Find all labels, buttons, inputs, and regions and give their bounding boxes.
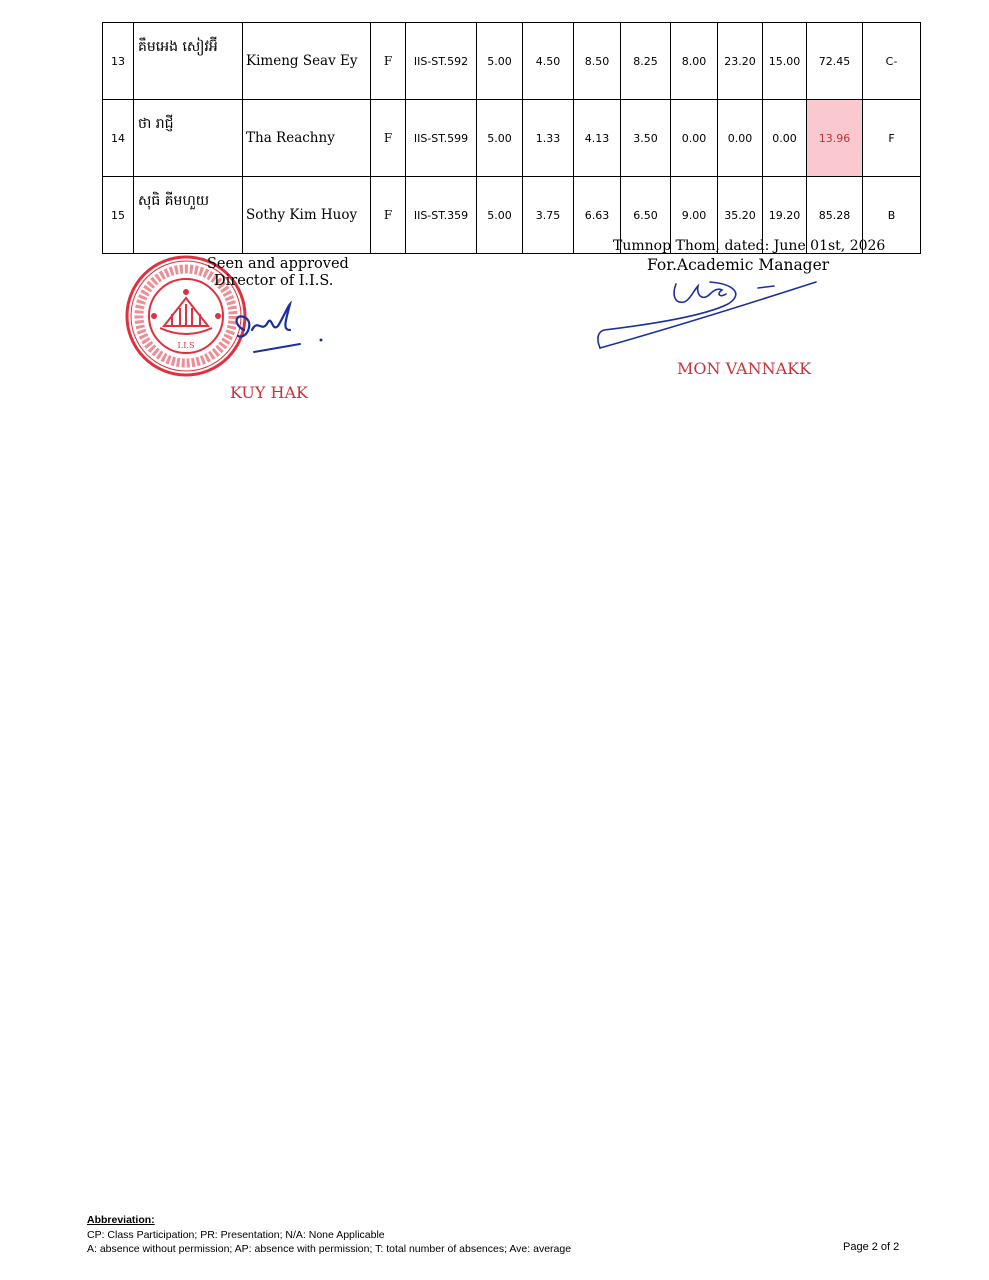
table-row [103, 23, 921, 100]
score-cell: 23.20 [718, 23, 763, 100]
sex-cell: F [371, 23, 406, 100]
score-cell: 0.00 [718, 100, 763, 177]
grade-cell: C- [863, 23, 921, 100]
score-cell: 6.63 [574, 177, 621, 254]
date-line: Tumnop Thom, dated: June 01st, 2026 [613, 238, 886, 254]
grade-cell: F [863, 100, 921, 177]
row-number: 14 [103, 100, 134, 177]
director-title: Director of I.I.S. [214, 273, 334, 289]
khmer-name: សុធិ គីមហួយ [134, 177, 243, 254]
sex-cell: F [371, 100, 406, 177]
score-cell: 9.00 [671, 177, 718, 254]
score-cell: 15.00 [763, 23, 807, 100]
manager-signature-icon [594, 276, 820, 356]
score-cell: 3.75 [523, 177, 574, 254]
student-name: Tha Reachny [243, 100, 371, 177]
abbreviation-line-1: CP: Class Participation; PR: Presentation; N/A: None Applicable [87, 1229, 385, 1241]
manager-name: MON VANNAKK [677, 359, 812, 378]
manager-title: For.Academic Manager [647, 256, 830, 274]
score-cell: 4.13 [574, 100, 621, 177]
score-cell: 35.20 [718, 177, 763, 254]
row-number: 13 [103, 23, 134, 100]
student-id: IIS-ST.592 [406, 23, 477, 100]
score-cell: 5.00 [477, 177, 523, 254]
score-cell: 5.00 [477, 23, 523, 100]
student-name: Sothy Kim Huoy [243, 177, 371, 254]
khmer-name: គឹមអេង សៀវអ៊ី [134, 23, 243, 100]
score-cell: 1.33 [523, 100, 574, 177]
stamp-label: I.I.S [177, 341, 195, 350]
abbreviation-heading: Abbreviation: [87, 1214, 155, 1226]
approval-line: Seen and approved [207, 256, 349, 272]
score-cell: 8.00 [671, 23, 718, 100]
director-name: KUY HAK [230, 383, 308, 402]
score-cell: 19.20 [763, 177, 807, 254]
score-cell: 8.25 [621, 23, 671, 100]
student-name: Kimeng Seav Ey [243, 23, 371, 100]
page-number: Page 2 of 2 [843, 1241, 900, 1253]
grade-cell: B [863, 177, 921, 254]
score-cell: 3.50 [621, 100, 671, 177]
grades-table [102, 22, 921, 254]
total-cell-failing: 13.96 [807, 100, 863, 177]
score-cell: 5.00 [477, 100, 523, 177]
abbreviation-line-2: A: absence without permission; AP: absence with permission; T: total number of absences; Ave: average [87, 1243, 572, 1255]
khmer-name: ថា រាជ្ញី [134, 100, 243, 177]
row-number: 15 [103, 177, 134, 254]
student-id: IIS-ST.599 [406, 100, 477, 177]
table-row [103, 100, 921, 177]
score-cell: 0.00 [763, 100, 807, 177]
score-cell: 8.50 [574, 23, 621, 100]
sex-cell: F [371, 177, 406, 254]
student-id: IIS-ST.359 [406, 177, 477, 254]
total-cell: 72.45 [807, 23, 863, 100]
score-cell: 0.00 [671, 100, 718, 177]
score-cell: 4.50 [523, 23, 574, 100]
total-cell: 85.28 [807, 177, 863, 254]
score-cell: 6.50 [621, 177, 671, 254]
director-signature-icon [228, 296, 328, 356]
